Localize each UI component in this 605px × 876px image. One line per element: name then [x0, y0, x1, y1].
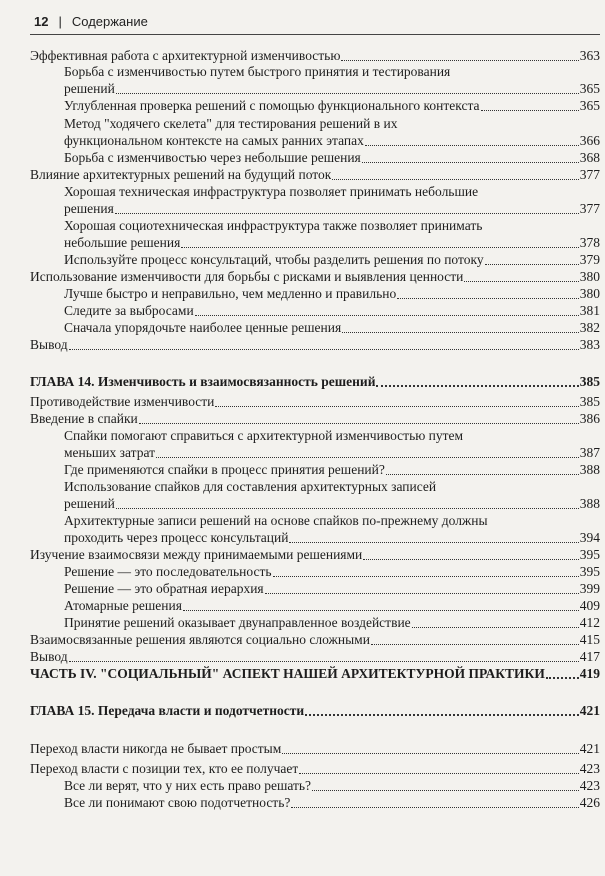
dot-leader: [195, 314, 579, 316]
toc-page-number: 421: [579, 703, 600, 718]
toc-page-number: 377: [579, 201, 600, 216]
toc-entry: [30, 760, 600, 777]
toc-page-number: 394: [579, 530, 600, 545]
toc-page-number: 365: [579, 98, 600, 113]
toc-entry-title: Влияние архитектурных решений на будущий поток: [30, 167, 332, 182]
toc-entry: [30, 47, 600, 64]
toc-entry: [64, 461, 600, 478]
header-separator: |: [58, 14, 62, 29]
dot-leader: [305, 713, 579, 716]
toc-entry-title: Эффективная работа с архитектурной изменчивостью: [30, 48, 341, 63]
dot-leader: [332, 178, 578, 180]
toc-entry-title: Использование изменчивости для борьбы с рисками и выявления ценности: [30, 269, 464, 284]
dot-leader: [156, 456, 579, 458]
toc-entry: [64, 132, 600, 149]
toc-chapter: [30, 373, 600, 390]
toc-entry-title: Используйте процесс консультаций, чтобы разделить решения по потоку: [64, 252, 484, 267]
header-section-title: Содержание: [71, 14, 148, 29]
toc-page-number: 383: [579, 337, 600, 352]
dot-leader: [341, 59, 578, 61]
page-number: 12: [34, 14, 49, 29]
dot-leader: [265, 592, 579, 594]
dot-leader: [376, 384, 578, 387]
toc-entry: [30, 631, 600, 648]
toc-entry: [30, 648, 600, 665]
toc-entry: [64, 285, 600, 302]
toc-entry-title: Взаимосвязанные решения являются социально сложными: [30, 632, 370, 647]
toc-entry-title: Борьба с изменчивостью через небольшие решения: [64, 150, 361, 165]
toc-entry-title: Хорошая техническая инфраструктура позволяет принимать небольшие: [64, 184, 479, 199]
toc-entry-title: Вывод: [30, 337, 68, 352]
dot-leader: [342, 331, 579, 333]
toc-page-number: 388: [579, 496, 600, 511]
toc-entry-title: Спайки помогают справиться с архитектурной изменчивостью путем: [64, 428, 464, 443]
toc-entry-title: Углубленная проверка решений с помощью функционального контекста: [64, 98, 480, 113]
toc-entry-title: ГЛАВА 15. Передача власти и подотчетности: [30, 703, 305, 718]
toc-entry: [64, 149, 600, 166]
running-header: [34, 14, 574, 34]
toc-page-number: 368: [579, 150, 600, 165]
toc-entry-title-continuation: решений: [64, 81, 115, 96]
toc-entry-title: Сначала упорядочьте наиболее ценные решения: [64, 320, 342, 335]
toc-entry: [64, 529, 600, 546]
toc-entry: [64, 614, 600, 631]
toc-entry-title: Следите за выбросами: [64, 303, 194, 318]
toc-entry-title-continuation: меньших затрат: [64, 445, 155, 460]
dot-leader: [139, 422, 579, 424]
toc-page-number: 386: [579, 411, 600, 426]
dot-leader: [273, 575, 579, 577]
toc-entry-title: Хорошая социотехническая инфраструктура также позволяет принимать: [64, 218, 483, 233]
toc-entry-title: Метод "ходячего скелета" для тестирования решений в их: [64, 116, 398, 131]
toc-entry-title: Введение в спайки: [30, 411, 138, 426]
toc-entry-title: Решение — это обратная иерархия: [64, 581, 264, 596]
dot-leader: [215, 405, 578, 407]
dot-leader: [116, 507, 579, 509]
toc-entry: [64, 97, 600, 114]
dot-leader: [291, 806, 578, 808]
toc-entry: [30, 268, 600, 285]
toc-entry-title-continuation: функциональном контексте на самых ранних этапах: [64, 133, 364, 148]
dot-leader: [546, 676, 579, 679]
toc-entry-title: Изучение взаимосвязи между принимаемыми решениями: [30, 547, 363, 562]
toc-entry: [64, 597, 600, 614]
toc-entry-title: ЧАСТЬ IV. "СОЦИАЛЬНЫЙ" АСПЕКТ НАШЕЙ АРХИТЕКТУРНОЙ ПРАКТИКИ: [30, 666, 545, 681]
dot-leader: [386, 473, 579, 475]
dot-leader: [464, 280, 578, 282]
toc-entry-title: ГЛАВА 14. Изменчивость и взаимосвязанность решений: [30, 374, 376, 389]
toc-page-number: 395: [579, 564, 600, 579]
toc-entry-title: Архитектурные записи решений на основе спайков по-прежнему должны: [64, 513, 488, 528]
toc-entry: [30, 336, 600, 353]
toc-entry: [64, 80, 600, 97]
header-rule: [30, 34, 600, 35]
toc-page-number: 415: [579, 632, 600, 647]
toc-entry-title: Где применяются спайки в процесс принятия решений?: [64, 462, 385, 477]
dot-leader: [282, 752, 578, 754]
dot-leader: [115, 212, 579, 214]
toc-page-number: 423: [579, 761, 600, 776]
toc-page-number: 382: [579, 320, 600, 335]
toc-entry: [30, 393, 600, 410]
toc-chapter: [30, 702, 600, 719]
toc-page-number: 363: [579, 48, 600, 63]
toc-entry: [64, 302, 600, 319]
toc-entry-title-continuation: решения: [64, 201, 114, 216]
toc-part: [30, 665, 600, 682]
toc-page-number: 395: [579, 547, 600, 562]
dot-leader: [362, 161, 579, 163]
toc-entry-title-continuation: проходить через процесс консультаций: [64, 530, 289, 545]
dot-leader: [365, 144, 579, 146]
toc-entry-title: Решение — это последовательность: [64, 564, 272, 579]
dot-leader: [485, 263, 579, 265]
toc-page-number: 387: [579, 445, 600, 460]
toc-page-number: 378: [579, 235, 600, 250]
toc-page-number: 412: [579, 615, 600, 630]
toc-entry: [64, 563, 600, 580]
toc-entry-title: Лучше быстро и неправильно, чем медленно и правильно: [64, 286, 397, 301]
dot-leader: [183, 609, 579, 611]
toc-page-number: 399: [579, 581, 600, 596]
toc-page-number: 379: [579, 252, 600, 267]
toc-page-number: 419: [579, 666, 600, 681]
toc-page-number: 380: [579, 269, 600, 284]
toc-page-number: 388: [579, 462, 600, 477]
dot-leader: [299, 772, 578, 774]
dot-leader: [481, 109, 579, 111]
toc-entry-title-continuation: небольшие решения: [64, 235, 181, 250]
toc-page-number: 426: [579, 795, 600, 810]
toc-entry-title: Все ли верят, что у них есть право решать?: [64, 778, 312, 793]
dot-leader: [181, 246, 578, 248]
toc-entry: [64, 251, 600, 268]
toc-page-number: 380: [579, 286, 600, 301]
toc-page-number: 417: [579, 649, 600, 664]
dot-leader: [69, 660, 579, 662]
dot-leader: [69, 348, 579, 350]
toc-entry: [64, 580, 600, 597]
toc-entry: [30, 740, 600, 757]
dot-leader: [289, 541, 578, 543]
toc-page-number: 385: [579, 374, 600, 389]
toc-entry: [30, 166, 600, 183]
toc-entry-title: Борьба с изменчивостью путем быстрого принятия и тестирования: [64, 64, 451, 79]
toc-page-number: 409: [579, 598, 600, 613]
toc-entry: [64, 794, 600, 811]
toc-page-number: 423: [579, 778, 600, 793]
toc-page-number: 377: [579, 167, 600, 182]
toc-page-number: 366: [579, 133, 600, 148]
dot-leader: [312, 789, 579, 791]
toc-entry-title: Принятие решений оказывает двунаправленное воздействие: [64, 615, 411, 630]
dot-leader: [412, 626, 579, 628]
dot-leader: [116, 92, 579, 94]
dot-leader: [397, 297, 578, 299]
toc-entry: [64, 777, 600, 794]
toc-page-number: 385: [579, 394, 600, 409]
dot-leader: [363, 558, 578, 560]
toc-entry: [64, 444, 600, 461]
toc-entry-title: Противодействие изменчивости: [30, 394, 215, 409]
dot-leader: [371, 643, 579, 645]
toc-page-number: 381: [579, 303, 600, 318]
toc-entry-title-continuation: решений: [64, 496, 115, 511]
toc-page-number: 421: [579, 741, 600, 756]
toc-entry-title: Атомарные решения: [64, 598, 182, 613]
toc-entry: [64, 234, 600, 251]
toc-entry-title: Все ли понимают свою подотчетность?: [64, 795, 291, 810]
toc-entry: [30, 546, 600, 563]
toc-entry-title: Переход власти никогда не бывает простым: [30, 741, 282, 756]
toc-entry-title: Переход власти с позиции тех, кто ее получает: [30, 761, 299, 776]
toc-page-number: 365: [579, 81, 600, 96]
toc-entry-title: Вывод: [30, 649, 68, 664]
toc-entry-title: Использование спайков для составления архитектурных записей: [64, 479, 437, 494]
toc-entry: [64, 200, 600, 217]
toc-entry: [30, 410, 600, 427]
toc-entry: [64, 495, 600, 512]
toc-entry: [64, 319, 600, 336]
